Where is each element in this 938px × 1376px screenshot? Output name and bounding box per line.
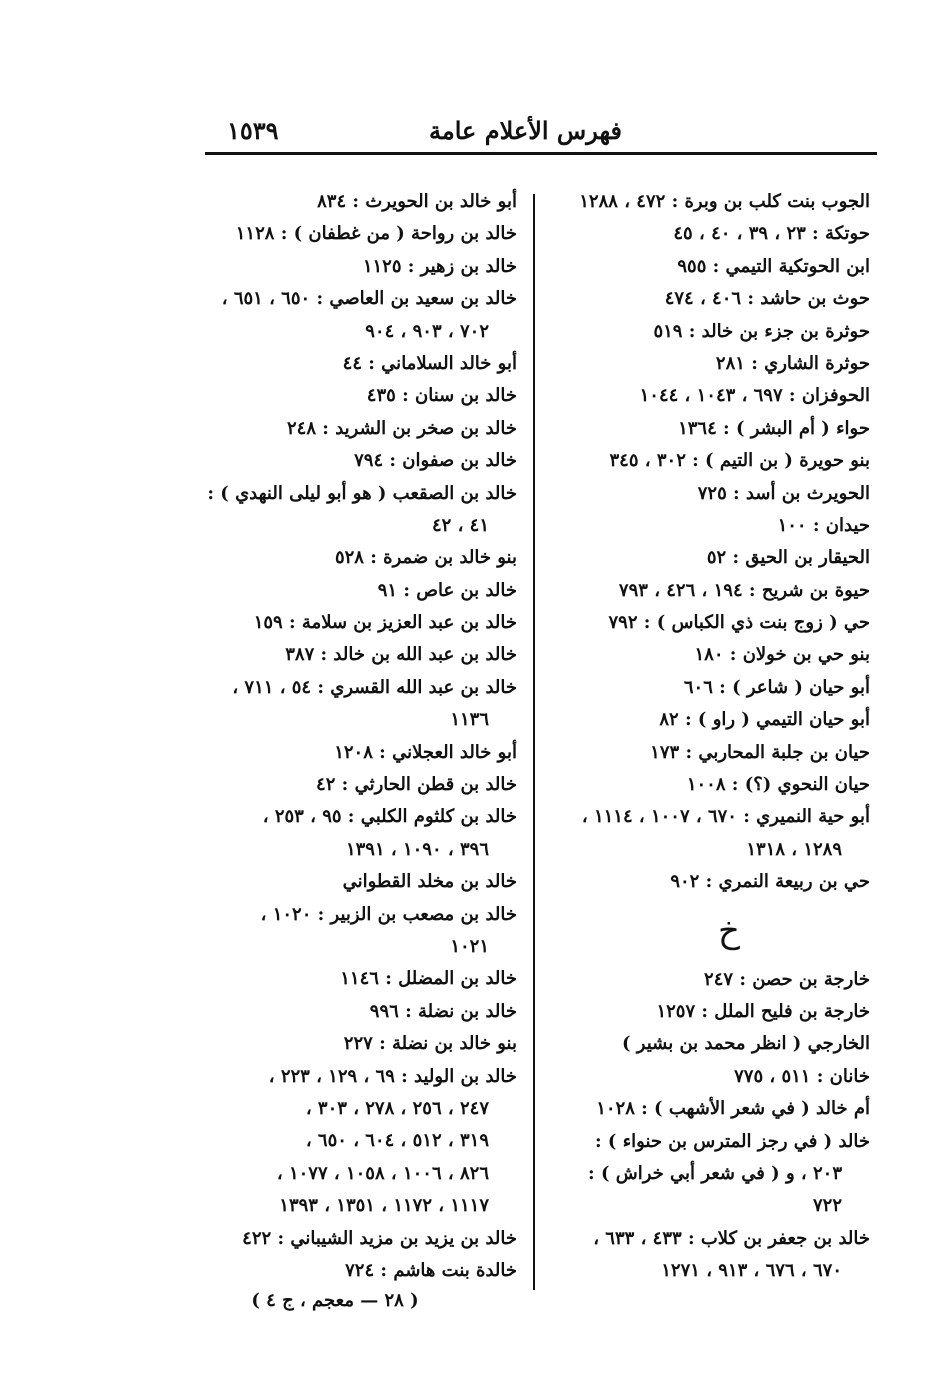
index-entry: الحويرث بن أسد : ٧٢٥ <box>697 482 870 504</box>
index-entry: أبو خالد العجلاني : ١٢٠٨ <box>334 741 517 763</box>
index-column-right <box>548 186 870 1288</box>
index-entry: خالد بن سنان : ٤٣٥ <box>366 385 517 407</box>
page-title: فهرس الأعلام عامة <box>429 116 622 145</box>
index-entry: حيان بن جلبة المحاربي : ١٧٣ <box>650 741 870 763</box>
index-entry: خالد بن عبد العزيز بن سلامة : ١٥٩ <box>253 612 517 634</box>
index-entry: خارجة بن فليح الملل : ١٢٥٧ <box>656 1000 870 1022</box>
index-entry: بنو خالد بن ضمرة : ٥٢٨ <box>334 547 517 569</box>
index-entry: الجوب بنت كلب بن وبرة : ٤٧٢ ، ١٢٨٨ <box>579 191 870 212</box>
index-entry: خالد بن كلثوم الكلبي : ٩٥ ، ٢٥٣ ، <box>262 806 517 828</box>
index-entry: بنو حويرة ( بن التيم ) : ٣٠٢ ، ٣٤٥ <box>609 450 870 472</box>
index-entry: خالد بن المضلل : ١١٤٦ <box>340 968 517 990</box>
section-letter-heading: خ <box>718 910 740 951</box>
index-entry: خالد بن نضلة : ٩٩٦ <box>369 1000 517 1022</box>
index-entry: حوثرة الشاري : ٢٨١ <box>715 352 870 374</box>
index-entry: ٦٧٠ ، ٦٧٦ ، ٩١٣ ، ١٢٧١ <box>661 1260 842 1282</box>
index-entry: حيان النحوي (؟) : ١٠٠٨ <box>686 774 870 796</box>
page-number: ١٥٣٩ <box>227 116 279 145</box>
index-entry: خالد بن زهير : ١١٢٥ <box>362 255 517 277</box>
index-entry: ١٠٢١ <box>450 935 489 957</box>
index-entry: الحوفزان : ٦٩٧ ، ١٠٤٣ ، ١٠٤٤ <box>639 385 870 407</box>
index-entry: ٧٠٢ ، ٩٠٣ ، ٩٠٤ <box>365 320 489 342</box>
index-entry: ٧٢٢ <box>812 1195 842 1217</box>
index-entry: حي ( زوج بنت ذي الكباس ) : ٧٩٢ <box>608 612 870 634</box>
index-entry: أبو حية النميري : ٦٧٠ ، ١٠٠٧ ، ١١١٤ ، <box>581 806 870 828</box>
index-entry: ٤١ ، ٤٢ <box>431 514 489 536</box>
index-entry: حواء ( أم البشر ) : ١٣٦٤ <box>678 417 870 439</box>
index-entry: خالد بن جعفر بن كلاب : ٤٣٣ ، ٦٣٣ ، <box>593 1227 870 1249</box>
index-entry: أبو حيان ( شاعر ) : ٦٠٦ <box>683 676 870 698</box>
index-entry: خالد بن رواحة ( من غطفان ) : ١١٢٨ <box>235 223 517 245</box>
index-entry: ١١٣٦ <box>450 709 489 731</box>
index-entry: حي بن ربيعة النمري : ٩٠٢ <box>670 871 870 893</box>
index-entry: ١١١٧ ، ١١٧٢ ، ١٣٥١ ، ١٣٩٣ <box>279 1195 489 1217</box>
index-column-left <box>205 186 517 1287</box>
index-entry: الخارجي ( انظر محمد بن بشير ) <box>621 1033 870 1055</box>
index-entry: حيوة بن شريح : ١٩٤ ، ٤٢٦ ، ٧٩٣ <box>618 579 870 601</box>
index-entry: ٨٢٦ ، ١٠٠٦ ، ١٠٥٨ ، ١٠٧٧ ، <box>276 1162 489 1184</box>
index-entry: خارجة بن حصن : ٢٤٧ <box>704 968 870 990</box>
index-entry: أبو خالد السلاماني : ٤٤ <box>342 352 517 374</box>
index-entry: بنو حي بن خولان : ١٨٠ <box>694 644 870 666</box>
index-entry: خالد بن يزيد بن مزيد الشيباني : ٤٢٢ <box>242 1227 517 1249</box>
index-entry: خالد بن صفوان : ٧٩٤ <box>354 450 517 472</box>
index-entry: خالد بن صخر بن الشريد : ٢٤٨ <box>287 417 517 439</box>
index-entry: حوثرة بن جزء بن خالد : ٥١٩ <box>653 320 870 342</box>
index-entry: خالد بن سعيد بن العاصي : ٦٥٠ ، ٦٥١ ، <box>221 288 517 310</box>
index-entry: خالد بن عبد الله بن خالد : ٣٨٧ <box>285 644 517 666</box>
index-entry: ٢٤٧ ، ٢٥٦ ، ٢٧٨ ، ٣٠٣ ، <box>305 1097 489 1119</box>
column-divider <box>533 194 535 1290</box>
index-entry: ٣١٩ ، ٥١٢ ، ٦٠٤ ، ٦٥٠ ، <box>305 1130 489 1152</box>
index-entry: خانان : ٥١١ ، ٧٧٥ <box>734 1065 870 1087</box>
index-entry: أبو خالد بن الحويرث : ٨٣٤ <box>317 191 517 212</box>
page-header <box>205 112 877 155</box>
index-entry: الحيقار بن الحيق : ٥٢ <box>706 547 870 569</box>
index-entry: خالد بن مصعب بن الزبير : ١٠٢٠ ، <box>260 903 517 925</box>
index-entry: خالد بن عبد الله القسري : ٥٤ ، ٧١١ ، <box>232 676 517 698</box>
index-entry: خالد ( في رجز المترس بن حنواء ) : <box>595 1130 870 1152</box>
index-entry: ١٢٨٩ ، ١٣١٨ <box>746 838 842 860</box>
index-entry: ابن الحوتكية التيمي : ٩٥٥ <box>677 255 870 277</box>
index-entry: خالد بن مخلد القطواني <box>342 871 517 893</box>
index-entry: حوث بن حاشد : ٤٠٦ ، ٤٧٤ <box>664 288 870 310</box>
index-entry: خالد بن الصقعب ( هو أبو ليلى النهدي ) : <box>207 482 517 504</box>
index-entry: أم خالد ( في شعر الأشهب ) : ١٠٢٨ <box>596 1098 870 1120</box>
index-entry: ٣٩٦ ، ١٠٩٠ ، ١٣٩١ <box>345 838 489 860</box>
index-entry: خالد بن قطن الحارثي : ٤٢ <box>316 774 517 796</box>
index-entry: خالد بن عاص : ٩١ <box>377 579 517 601</box>
index-entry: حيدان : ١٠٠ <box>777 514 870 536</box>
index-entry: بنو خالد بن نضلة : ٢٢٧ <box>343 1033 517 1055</box>
index-entry: خالدة بنت هاشم : ٧٢٤ <box>345 1259 517 1281</box>
index-entry: حوتكة : ٢٣ ، ٣٩ ، ٤٠ ، ٤٥ <box>673 223 870 245</box>
index-entry: خالد بن الوليد : ٦٩ ، ١٢٩ ، ٢٢٣ ، <box>268 1065 517 1087</box>
index-entry: ٢٠٣ ، و ( في شعر أبي خراش ) : <box>588 1162 842 1184</box>
signature-mark: ( ٢٨ — معجم ، ج ٤ ) <box>251 1290 419 1311</box>
index-entry: أبو حيان التيمي ( راو ) : ٨٢ <box>659 709 870 731</box>
